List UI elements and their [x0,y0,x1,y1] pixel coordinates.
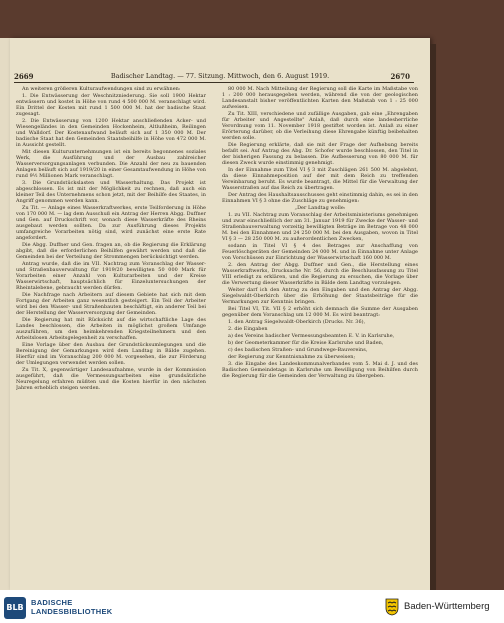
blb-logo[interactable]: BLB [4,597,26,619]
left-column-paragraph: Die Regierung hat mit Rücksicht auf die wirtschaftliche Lage des Landes beschlossen, die Arbeiten in möglichst großem Umfange auszuführen, um den heimkehrenden Kriegsteilnehmern und den Arbeitslosen Arbeitsgelegenheit zu verschaffen. [16,317,206,341]
right-column-paragraph: Die Regierung erklärte, daß sie mit der Frage der Aufhebung bereits befaßt sei. Auf Antrag des Abg. Dr. Schofer wurde beschlossen, den Titel in der bisherigen Fassung zu belassen. Die Aufbesserung von 80 000 M. für diesen Zweck wurde einstimmig genehmigt. [222,142,418,166]
left-column-paragraph: Mit diesen Kulturunternehmungen ist ein bereits begonnenes soziales Werk, die Ausführung und der Ausbau zahlreicher Wasserversorgungsanlagen verbunden. Die Anzahl der neu zu bauenden Anlagen beläuft sich auf 1919/20 in einer Gesamtaufwendung in Höhe von rund 9½ Millionen Mark veranschlagt. [16,149,206,179]
baden-wuerttemberg-label[interactable]: Baden-Württemberg [404,601,490,612]
left-column-paragraph: Die Nachfrage nach Arbeitern auf diesem Gebiete hat sich mit dem Fortgang der Arbeiten ganz wesentlich gesteigert. Ein Teil der Arbeiter wird bei den Wasser- und Straßenbauten beschäftigt, ein anderer Teil bei der Herstellung der Wasserversorgung der Gemeinden. [16,292,206,316]
right-column-paragraph: 1. zu VII. Nachtrag zum Voranschlag der Arbeitsministeriums genehmigen und zwar einschließlich der am 31. Januar 1919 für Zwecke der Wasser- und Straßenbauverwaltung vorzeitig bewilligten Beträge im Betrage von 48 000 M. bei den Einnahmen und 24 250 000 M. bei den Ausgaben, wovon in Titel VI § 3 — 28 250 000 M. zu außerordentlichen Zwecken, [222,212,418,242]
blb-library-name[interactable] [31,598,112,616]
blb-line1: BADISCHE [31,598,73,607]
left-column-paragraph: Antrag wurde, daß die im VII. Nachtrag zum Voranschlag der Wasser- und Straßenbauverwaltung für 1919/20 bewilligten 50 000 Mark für Vorarbeiten einer Anzahl von Kulturarbeiten und der Kreise Wasserwirtschaft, hauptsächlich für Einzeluntersuchungen der Rheintalebene, gebraucht werden dürfen. [16,261,206,291]
right-column-paragraph: Weiter darf ich den Antrag zu den Eingaben und den Antrag der Abgg. Siegelwaldt-Oberkirch über die Erhöhung der Staatsbeiträge für die Vermarkungen zur Kenntnis bringen. [222,287,418,305]
right-column-paragraph: 1. den Antrag Siegelwaldt-Oberkirch (Drucks. Nr. 36), [228,319,366,325]
right-column-paragraph: Der Antrag des Haushaltsausschusses geht einstimmig dahin, es sei in den Einnahmen VI § 3 ohne die Zuschläge zu genehmigen: [222,192,418,204]
page-number-left: 2669 [14,72,34,81]
page-shadow [430,44,436,590]
right-column-paragraph: der Regierung zur Kenntnisnahme zu überweisen; [228,354,356,360]
running-head: Badischer Landtag. — 77. Sitzung. Mittwoch, den 6. August 1919. [110,72,330,80]
right-column [222,86,418,580]
left-column-paragraph: Zu Tit. — Anlage eines Wasserkraftwerkes, erste Teilforderung in Höhe von 170 000 M. — lag dem Ausschuß ein Antrag der Herren Abgg. Duffner und Gen. auf Druckschrift vor, wonach diese Wasserkräfte des Rheins ausgebaut werden sollten. Da zur Ausführung dieses Projekts umfangreiche Vorarbeiten nötig sind, wird zunächst eine erste Rate angefordert. [16,205,206,241]
right-column-paragraph: 3. die Eingabe des Landeskommunalverbandes vom 5. Mai d. J. und des Badischen Gemeindetags in Karlsruhe um Bewilligung von Beihilfen durch die Regierung für die Gemeinden der Verwaltung zu übergeben. [222,361,418,379]
left-column-paragraph: 2. Die Entwässerung von 1200 Hektar anschließenden Acker- und Wiesengeländes in den Gemeinden Hockenheim, Altlußheim, Reilingen und Walldorf. Der Kostenaufwand beläuft sich auf 1 350 000 M. Der badische Staat hat den Gemeinden Staatsbeihilfe in Höhe von 472 000 M. in Aussicht gestellt. [16,118,206,148]
baden-wuerttemberg-emblem-icon [385,598,399,616]
right-column-paragraph: sodann in Titel VI § 4 des Betrages zur Anschaffung von Feuerlöschgeräten der Gemeinden 24 000 M. und in Einnahme unter Anlage von Vorschüssen zur Einrichtung der Wasserwirtschaft 160 000 M. [222,243,418,261]
right-column-paragraph: b) der Geometerkammer für die Kreise Karlsruhe und Baden, [228,340,384,346]
left-column-paragraph: Die Abgg. Duffner und Gen. fragen an, ob die Regierung die Erklärung abgibt, daß die erforderlichen Beihilfen gewährt werden und daß die Gemeinden bei der Verteilung der Strommengen berücksichtigt werden. [16,242,206,260]
right-column-paragraph: Zu Tit. XIII, verschiedene und zufällige Ausgaben, gab eine „Ehrengaben für Arbeiter und Angestellte" Anlaß, daß durch eine landesherrliche Verordnung vom 11. November 1918 gestiftet worden ist. Anlaß zu einer Erörterung darüber, ob die Verleihung diese Ehrengabe künftig beibehalten werden solle. [222,111,418,141]
page-header [10,70,430,82]
left-column-paragraph: Eine Vorlage über den Ausbau der Grundstücksumlegungen und die Bereinigung der Gemarkungen wird dem Landtag in Bälde zugehen. Hierfür sind im Voranschlag 200 000 M. vorgesehen, die zur Förderung der Umlegungen verwendet werden sollen. [16,342,206,366]
left-column-paragraph: 1. Die Entwässerung der Weschnitzniederung. Sie soll 1900 Hektar entwässern und kostet in Höhe von rund 4 500 000 M. veranschlagt wird. Ein Drittel der Kosten mit rund 1 500 000 M. hat der badische Staat zugesagt. [16,93,206,117]
right-column-paragraph: 80 000 M. Nach Mitteilung der Regierung soll die Karte im Maßstabe von 1 : 200 000 herausgegeben werden, während die von der geologischen Landesanstalt bisher veröffentlichten Karten den Maßstab von 1 : 25 000 aufweisen. [222,86,418,110]
right-column-paragraph: a) des Vereins badischer Vermessungsbeamten E. V. in Karlsruhe, [228,333,395,339]
page-number-right: 2670 [390,72,410,81]
header-rule [14,82,414,83]
right-column-paragraph: 2. den Antrag der Abgg. Duffner und Gen., die Herstellung eines Wasserkraftwerks, Drucksache Nr. 56, durch die Beschlussfassung zu Titel VIII erledigt zu erklären, und die Regierung zu ersuchen, die Vorlage über die Verwertung dieser Wasserkräfte in Bälde dem Landtag vorzulegen. [222,262,418,286]
right-column-paragraph: In der Einnahme zum Titel VI § 3 mit Zuschlägen 261 500 M. abgelehnt, da diese Einnahmeposition auf der mit dem Reich zu treffenden Vereinbarung beruht. Es wurde beantragt, die Mittel für die Verwaltung der Wasserstraßen auf das Reich zu übertragen. [222,167,418,191]
left-column-paragraph: 3. Die Grundstückslasten und Wasserhaltung. Das Projekt ist abgeschlossen. Es ist mit der Möglichkeit zu rechnen, daß auch ein kleiner Teil des Unternehmens schon jetzt, mit der Beihilfe des Staates, in Angriff genommen werden kann. [16,180,206,204]
left-column-paragraph: Zu Tit. X, gegenwärtiger Landesaufnahme, wurde in der Kommission ausgeführt, daß die Vermessungsarbeiten eine grundsätzliche Neuregelung erfahren müßten und die Kosten hierfür in den nächsten Jahren erheblich steigen werden. [16,367,206,391]
blb-line2: LANDESBIBLIOTHEK [31,607,113,616]
right-column-paragraph: Bei Titel VI, Tit. VII § 2 erhöht sich demnach die Summe der Ausgaben gegenüber dem Voranschlag um 12 000 M. Es wird beantragt: [222,306,418,318]
right-column-paragraph: „Der Landtag wolle: [294,205,346,211]
left-column-paragraph: An weiteren größeren Kulturaufwendungen sind zu erwähnen: [22,86,181,92]
right-column-paragraph: c) des badischen Straßen- und Grundwege-Bauvereins, [228,347,368,353]
left-column [16,86,206,580]
scanned-page [10,38,430,590]
right-column-paragraph: 2. die Eingaben [228,326,268,332]
